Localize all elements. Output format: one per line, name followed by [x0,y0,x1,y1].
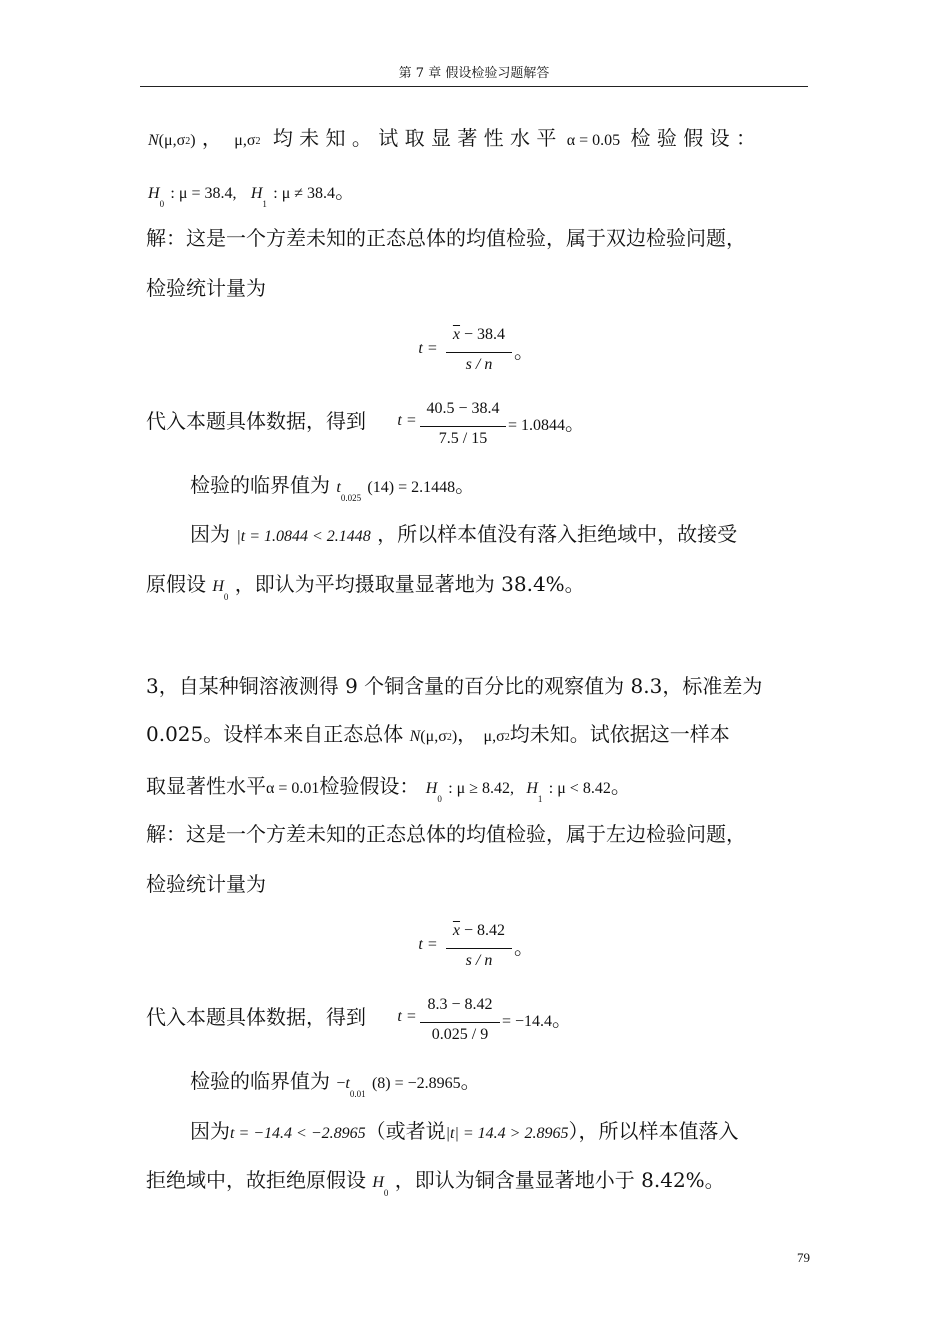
p1-hypotheses: $H_0$ : μ = 38.4, $H_1$ : μ ≠ 38.4。 [148,179,356,209]
document-page: 第 7 章 假设检验习题解答 N(μ,σ2) ， μ,σ2 均 未 知 。 试 取 显 著 性 水 平 α = 0.05 检 验 假 设 ： $H_0$ : μ = 38.4, $H_1$ : μ ≠ 38.4。 解：这是一个方差未知的正态总体的均值检验，属于双边检验问题， 检验统计量为 t = $\overline{x} - 38.4$ s / n 。 代入本题具体数据，得到 t = 40.5 − 38.4 7.5 / 15 = 1.0844。 检验的临界值为 $t_{0.025}$ (14) = 2.1448。 因为 |t = 1.0844 < 2.1448 ，所以样本值没有落入拒绝域中，故接受 原假设 $H_0$ ，即认为平均摄取量显著地为 38.4%。 3，自某种铜溶液测得 9 个铜含量的百分比的观察值为 8.3，标准差为 0.025。设样本来自正态总体 N(μ,σ2)， μ,σ2均未知。试依据这一样本 取显著性水平α = 0.01检验假设： $H_0$ : μ ≥ 8.42, $H_1$ : μ < 8.42。 解：这是一个方差未知的正态总体的均值检验，属于左边检验问题， 检验统计量为 t = $\overline{x} - 8.42$ s / n 。 代入本题具体数据，得到 t = 8.3 − 8.42 0.025 / 9 = −14.4。 检验的临界值为 $-t_{0.01}$ (8) = −2.8965。 因为t = −14.4 < −2.8965（或者说|t| = 14.4 > 2.8965），所以样本值落入 拒绝域中，故拒绝原假设 $H_0$ ，即认为铜含量显著地小于 8.42%。 79 [0,0,950,1344]
p1-stat-end: 。 [514,339,534,363]
p3-stat-fraction-bar [446,948,512,949]
page-number: 79 [797,1250,810,1265]
p1-substitute-text: 代入本题具体数据，得到 [146,409,366,433]
p3-line-1: 3，自某种铜溶液测得 9 个铜含量的百分比的观察值为 8.3，标准差为 [146,674,763,698]
page-header: 第 7 章 假设检验习题解答 [140,62,808,87]
p1-line-1: N(μ,σ2) ， μ,σ2 均 未 知 。 试 取 显 著 性 水 平 α = 0.05 检 验 假 设 ： [148,126,756,150]
p1-critical-value: 检验的临界值为 $t_{0.025}$ (14) = 2.1448。 [190,473,476,503]
p3-line-2: 0.025。设样本来自正态总体 N(μ,σ2)， μ,σ2均未知。试依据这一样本 [146,722,730,746]
p1-stat-label: 检验统计量为 [146,276,266,300]
p3-because: 因为t = −14.4 < −2.8965（或者说|t| = 14.4 > 2.8965），所以样本值落入 [190,1119,739,1143]
p1-conclusion: 原假设 $H_0$ ，即认为平均摄取量显著地为 38.4%。 [146,572,585,602]
p3-substitute-text: 代入本题具体数据，得到 [146,1005,366,1029]
p1-stat-fraction-bar [446,352,512,353]
p1-because: 因为 |t = 1.0844 < 2.1448 ，所以样本值没有落入拒绝域中，故接受 [190,522,738,546]
p3-line-3: 取显著性水平α = 0.01检验假设： $H_0$ : μ ≥ 8.42, $H_1$ : μ < 8.42。 [146,774,631,804]
p3-solution-intro: 解：这是一个方差未知的正态总体的均值检验，属于左边检验问题， [146,822,746,846]
p3-stat-end: 。 [514,935,534,959]
p1-solution-intro: 解：这是一个方差未知的正态总体的均值检验，属于双边检验问题， [146,226,746,250]
p1-calc-fraction-bar [420,426,506,427]
p1-calc-result: = 1.0844。 [508,411,586,435]
p3-calc-result: = −14.4。 [502,1007,573,1031]
p3-critical-value: 检验的临界值为 $-t_{0.01}$ (8) = −2.8965。 [190,1069,481,1099]
p3-conclusion: 拒绝域中，故拒绝原假设 $H_0$ ，即认为铜含量显著地小于 8.42%。 [146,1168,725,1198]
p3-stat-label: 检验统计量为 [146,872,266,896]
p3-calc-fraction-bar [420,1022,500,1023]
